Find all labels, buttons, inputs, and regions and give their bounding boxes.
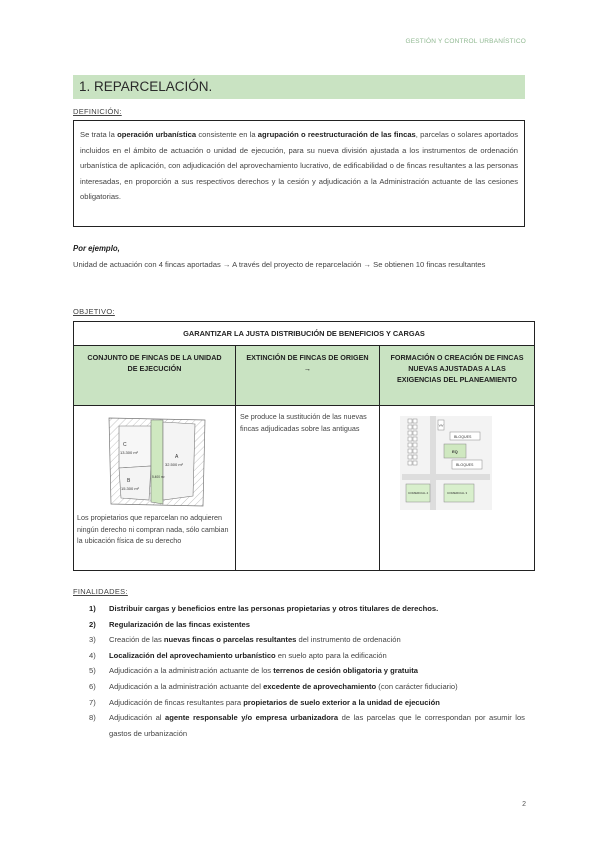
definition-text-2: consistente en la — [196, 130, 258, 139]
col3-cell — [380, 406, 534, 570]
parcel-c-label: C — [123, 442, 127, 448]
definition-label: DEFINICIÓN: — [73, 107, 122, 116]
commercial-3-label: COMERCIAL 3 — [447, 491, 468, 495]
block-1-label: BLOQUES — [454, 435, 472, 439]
example-title: Por ejemplo, — [73, 244, 120, 253]
parcel-d-area: 5.400 m² — [152, 475, 165, 479]
eq-label: EQ — [452, 449, 458, 454]
viv-label: VIV — [438, 423, 444, 428]
col2-header-text: EXTINCIÓN DE FINCAS DE ORIGEN — [246, 353, 369, 362]
finalidad-item-4: 4) Localización del aprovechamiento urbanístico en suelo apto para la edificación — [89, 650, 387, 660]
col1-cell — [74, 406, 236, 570]
finalidades-list — [89, 601, 525, 741]
definition-text-1: Se trata la — [80, 130, 118, 139]
road-horizontal — [402, 474, 490, 480]
finalidad-item-3: 3) Creación de las nuevas fincas o parcelas resultantes del instrumento de ordenación — [89, 635, 401, 645]
road-vertical — [430, 416, 436, 510]
finalidades-label: FINALIDADES: — [73, 587, 128, 596]
finalidad-item-2: 2) Regularización de las fincas existentes — [89, 619, 250, 629]
col2-header — [236, 346, 380, 405]
col3-header: FORMACIÓN O CREACIÓN DE FINCAS NUEVAS AJUSTADAS A LAS EXIGENCIAS DEL PLANEAMIENTO — [380, 346, 534, 405]
example-text: Unidad de actuación con 4 fincas aportadas → A través del proyecto de reparcelación → Se obtienen 10 fincas resultantes — [73, 260, 486, 269]
finalidad-item-7: 7) Adjudicación de fincas resultantes para propietarios de suelo exterior a la unidad de ejecución — [89, 697, 440, 707]
parcel-c-area: 13.300 m² — [120, 450, 139, 455]
objective-label: OBJETIVO: — [73, 307, 115, 316]
definition-text-3: , parcelas o solares aportados incluidos en el ámbito de actuación o unidad de ejecución, para su nueva división ajustada a los instrumentos de ordenación urbanística de aplicación, con adjudicación del aprovechamiento lucrativo, de edificabilidad o de fincas resultantes a las personas interesadas, en proporción a sus respectivos derechos y la cesión y adjudicación a la Administración actuante de las cesiones obligatorias. — [80, 130, 518, 202]
page-number: 2 — [522, 801, 526, 808]
running-header: GESTIÓN Y CONTROL URBANÍSTICO — [405, 38, 526, 45]
definition-bold-1: operación urbanística — [117, 130, 197, 139]
objective-table — [73, 321, 535, 571]
col2-cell — [236, 406, 380, 570]
parcel-b-label: B — [127, 478, 131, 484]
commercial-4-label: COMERCIAL 4 — [408, 491, 429, 495]
parcel-d-road — [151, 420, 163, 504]
finalidad-item-5: 5) Adjudicación a la administración actuante de los terrenos de cesión obligatoria y gratuita — [89, 666, 418, 676]
parcel-a-area: 32.500 m² — [165, 462, 184, 467]
parcel-b-area: 15.300 m² — [121, 486, 140, 491]
objective-table-headers — [74, 346, 534, 406]
col2-text: Se produce la sustitución de las nuevas fincas adjudicadas sobre las antiguas — [240, 412, 367, 433]
parcel-sketch-after — [400, 416, 492, 510]
arrow-icon: → — [303, 364, 312, 373]
objective-table-title: GARANTIZAR LA JUSTA DISTRIBUCIÓN DE BENEFICIOS Y CARGAS — [74, 322, 534, 346]
parcel-a-shape — [163, 422, 195, 500]
section-title: 1. REPARCELACIÓN. — [73, 75, 525, 99]
block-2-label: BLOQUES — [456, 463, 474, 467]
parcel-b-shape — [119, 466, 151, 500]
finalidad-item-6: 6) Adjudicación a la administración actuante del excedente de aprovechamiento (con carácter fiduciario) — [89, 681, 458, 691]
definition-bold-2: agrupación o reestructuración de las fincas — [257, 130, 416, 139]
parcel-a-label: A — [175, 454, 179, 460]
col1-text: Los propietarios que reparcelan no adquieren ningún derecho ni compran nada, sólo cambian la ubicación física de su derecho — [77, 513, 229, 545]
definition-box — [73, 120, 525, 227]
finalidad-item-8: 8) Adjudicación al agente responsable y/o empresa urbanizadora de las parcelas que le correspondan por asumir los gastos de urbanización — [89, 713, 525, 738]
col1-header: CONJUNTO DE FINCAS DE LA UNIDAD DE EJECUCIÓN — [74, 346, 236, 405]
finalidad-item-1: 1) Distribuir cargas y beneficios entre las personas propietarias y otros titulares de derechos. — [89, 604, 439, 613]
objective-table-body — [74, 406, 534, 570]
parcel-sketch-before — [107, 416, 207, 508]
